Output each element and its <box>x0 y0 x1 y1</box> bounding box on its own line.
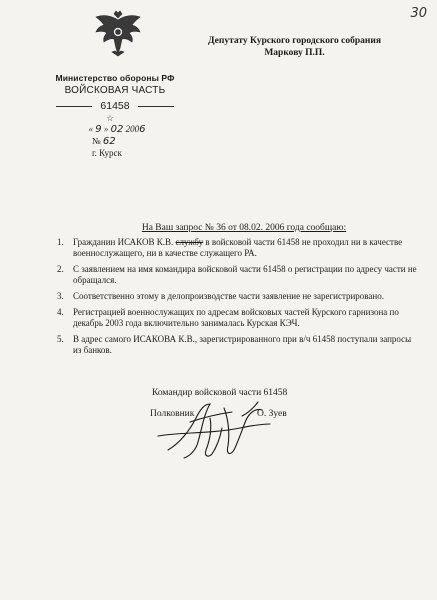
number-value: 62 <box>102 136 116 147</box>
letter-number <box>92 136 116 147</box>
page-number: 30 <box>410 6 427 21</box>
addressee-line-1: Депутату Курского городского собрания <box>208 36 381 46</box>
date-year-suffix: 6 <box>139 124 146 135</box>
signature-title: Командир войсковой части 61458 <box>152 388 288 398</box>
handwritten-signature <box>150 388 290 468</box>
date-day: 9 <box>95 124 102 135</box>
unit-title: ВОЙСКОВАЯ ЧАСТЬ <box>64 85 166 96</box>
list-item <box>57 291 417 302</box>
list-item-number: 5. <box>57 334 64 344</box>
date-open-quote: « <box>88 124 93 134</box>
unit-rule-right <box>138 106 174 107</box>
list-item-rest: в войсковой части 61458 не проходил ни в качестве военнослужащего, ни в качестве служащего РА. <box>73 237 403 258</box>
list-item <box>57 307 417 329</box>
double-headed-eagle-emblem <box>92 8 144 60</box>
list-item-text: Соответственно этому в делопроизводстве части заявление не зарегистрировано. <box>73 291 384 301</box>
list-item <box>57 237 417 259</box>
signer-rank: Полковник <box>150 409 195 419</box>
list-item-number: 2. <box>57 264 64 274</box>
list-item-text: Регистрацией военнослужащих по адресам войсковых частей Курского гарнизона по декабрь 2003 года включительно занималась Курская КЭЧ. <box>73 307 399 328</box>
list-item-number: 1. <box>57 237 64 247</box>
struck-word: службу <box>175 237 204 247</box>
date-month: 02 <box>110 124 124 135</box>
list-item-lead: Гражданин ИСАКОВ К.В. <box>73 237 176 247</box>
letter-city: г. Курск <box>92 148 122 158</box>
number-label: № <box>92 136 101 146</box>
list-item <box>57 264 417 286</box>
date-year-prefix: 200 <box>125 124 140 134</box>
numbered-list <box>57 237 417 361</box>
list-item-text: С заявлением на имя командира войсковой части 61458 о регистрации по адресу части не обращался. <box>73 264 417 285</box>
signer-name: О. Зуев <box>257 409 287 419</box>
addressee-block <box>192 35 397 59</box>
ministry-name: Министерство обороны РФ <box>55 73 175 83</box>
letter-intro: На Ваш запрос № 36 от 08.02. 2006 года сообщаю: <box>141 223 347 233</box>
list-item-number: 3. <box>57 291 64 301</box>
addressee-line-2: Маркову П.П. <box>264 48 325 58</box>
letter-date <box>62 124 172 135</box>
list-item-number: 4. <box>57 307 64 317</box>
star-icon: ☆ <box>106 113 115 123</box>
list-item <box>57 334 417 356</box>
list-item-text: В адрес самого ИСАКОВА К.В., зарегистрированного при в/ч 61458 поступали запросы из банков. <box>73 334 412 355</box>
date-close-quote: » <box>103 124 109 134</box>
list-item-text <box>73 237 417 259</box>
unit-number: 61458 <box>100 100 130 112</box>
